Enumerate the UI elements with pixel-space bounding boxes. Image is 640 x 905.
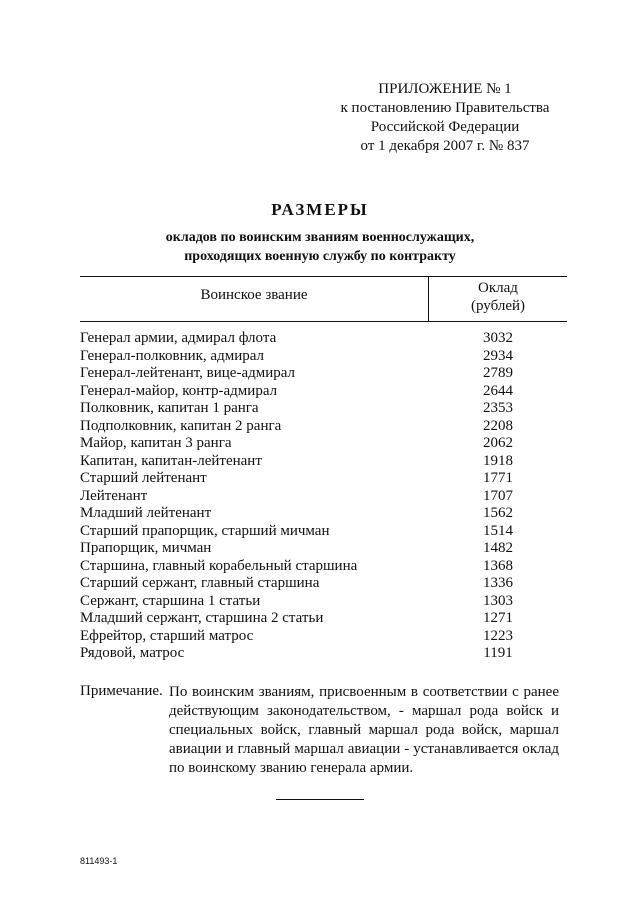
table-row <box>80 383 567 401</box>
header-salary <box>429 279 567 315</box>
rank-name: Прапорщик, мичман <box>80 540 212 556</box>
salary-value: 2353 <box>483 400 513 416</box>
appendix-date: от 1 декабря 2007 г. № 837 <box>360 138 530 154</box>
closing-rule <box>276 799 364 800</box>
appendix-authority: Российской Федерации <box>370 119 520 135</box>
document-number: 811493-1 <box>80 856 118 866</box>
salary-value: 1368 <box>483 557 513 574</box>
table-row <box>80 488 567 506</box>
table-row <box>80 628 567 646</box>
table-row <box>80 470 567 488</box>
salary-value: 1771 <box>483 470 513 486</box>
table-row <box>80 505 567 523</box>
table-row <box>80 523 567 541</box>
salary-value: 2644 <box>483 382 513 399</box>
rank-name: Старший лейтенант <box>80 470 207 486</box>
appendix-reference: к постановлению Правительства <box>340 100 550 116</box>
rank-name: Полковник, капитан 1 ранга <box>80 400 259 416</box>
salary-table-body <box>80 330 567 663</box>
header-rank: Воинское звание <box>200 287 308 303</box>
salary-value: 1514 <box>483 522 513 539</box>
salary-value: 1303 <box>483 592 513 609</box>
document-subtitle <box>0 228 640 266</box>
table-row <box>80 330 567 348</box>
rank-name: Младший лейтенант <box>80 505 212 521</box>
header-salary-title: Оклад <box>478 280 518 296</box>
salary-value: 1482 <box>483 540 513 556</box>
table-row <box>80 365 567 383</box>
rank-name: Генерал-лейтенант, вице-адмирал <box>80 365 296 381</box>
salary-value: 2934 <box>483 347 513 364</box>
salary-value: 2062 <box>483 435 513 451</box>
header-salary-unit: (рублей) <box>470 298 526 314</box>
salary-value: 1223 <box>483 627 513 644</box>
note-text: По воинским званиям, присвоенным в соответствии с ранее действующим законодательством, - маршал рода войск и специальных войск, главный маршал рода войск, маршал авиации и главный маршал авиации - устанавливается оклад по воинскому званию генерала армии. <box>169 684 559 776</box>
salary-value: 2208 <box>483 417 513 434</box>
rank-name: Генерал-полковник, адмирал <box>80 347 264 364</box>
subtitle-line-1: окладов по воинским званиям военнослужащих, <box>165 230 475 245</box>
rank-name: Рядовой, матрос <box>80 645 185 661</box>
rank-name: Младший сержант, старшина 2 статьи <box>80 610 324 626</box>
appendix-block <box>300 80 590 156</box>
rank-name: Генерал-майор, контр-адмирал <box>80 382 278 399</box>
table-row <box>80 575 567 593</box>
rank-name: Генерал армии, адмирал флота <box>80 330 277 346</box>
table-row <box>80 593 567 611</box>
salary-value: 1271 <box>483 610 513 626</box>
document-title: РАЗМЕРЫ <box>271 200 369 219</box>
salary-value: 1191 <box>483 645 513 661</box>
table-top-rule <box>80 276 567 277</box>
rank-name: Капитан, капитан-лейтенант <box>80 452 262 469</box>
salary-value: 1562 <box>483 505 513 521</box>
salary-value: 2789 <box>483 365 513 381</box>
rank-name: Ефрейтор, старший матрос <box>80 627 254 644</box>
appendix-title: ПРИЛОЖЕНИЕ № 1 <box>378 81 512 97</box>
rank-name: Подполковник, капитан 2 ранга <box>80 417 282 434</box>
subtitle-line-2: проходящих военную службу по контракту <box>184 249 456 264</box>
rank-name: Майор, капитан 3 ранга <box>80 435 232 451</box>
table-header-rule <box>80 321 567 322</box>
salary-value: 1336 <box>483 575 513 591</box>
rank-name: Сержант, старшина 1 статьи <box>80 592 261 609</box>
table-row <box>80 610 567 628</box>
table-row <box>80 558 567 576</box>
table-row <box>80 540 567 558</box>
table-row <box>80 400 567 418</box>
salary-value: 3032 <box>483 330 513 346</box>
table-row <box>80 453 567 471</box>
rank-name: Старшина, главный корабельный старшина <box>80 557 358 574</box>
salary-value: 1707 <box>483 487 513 504</box>
rank-name: Старший сержант, главный старшина <box>80 575 320 591</box>
salary-value: 1918 <box>483 452 513 469</box>
table-row <box>80 348 567 366</box>
rank-name: Лейтенант <box>80 487 148 504</box>
note-label: Примечание. <box>80 683 163 699</box>
table-row <box>80 645 567 663</box>
rank-name: Старший прапорщик, старший мичман <box>80 522 330 539</box>
table-row <box>80 435 567 453</box>
table-row <box>80 418 567 436</box>
